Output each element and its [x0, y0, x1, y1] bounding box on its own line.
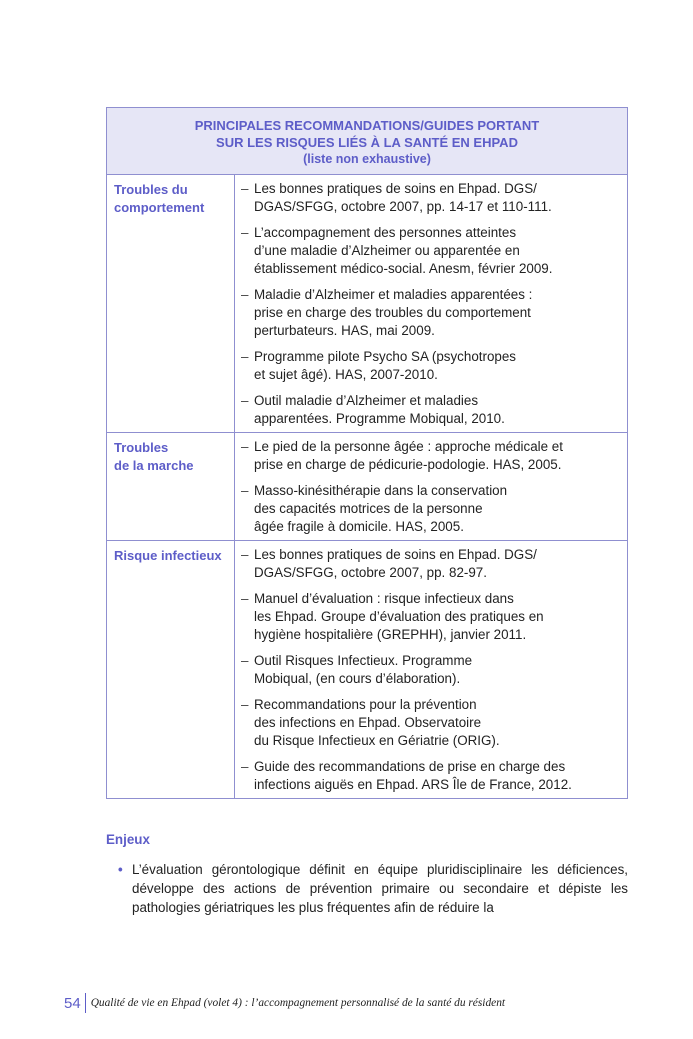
list-item-line: du Risque Infectieux en Gériatrie (ORIG).: [254, 733, 500, 748]
footer-title: Qualité de vie en Ehpad (volet 4) : l’accompagnement personnalisé de la santé du résident: [90, 997, 506, 1009]
list-item-line: apparentées. Programme Mobiqual, 2010.: [254, 411, 505, 426]
table-header: [107, 108, 627, 175]
list-item-line: Les bonnes pratiques de soins en Ehpad. DGS/: [254, 547, 537, 562]
list-item-line: prise en charge des troubles du comportement: [254, 305, 531, 320]
row-category: [107, 175, 235, 432]
category-label-line: de la marche: [114, 458, 194, 473]
list-item-line: hygiène hospitalière (GREPHH), janvier 2011.: [254, 627, 527, 642]
category-label-line: comportement: [114, 200, 205, 215]
list-item-line: des infections en Ehpad. Observatoire: [254, 715, 482, 730]
list-item-line: Recommandations pour la prévention: [254, 697, 477, 712]
list-item: [241, 180, 621, 216]
page-footer: [64, 993, 505, 1013]
list-item: [241, 392, 621, 428]
list-item: [241, 224, 621, 278]
row-items: [235, 433, 627, 540]
table-body: [107, 175, 627, 798]
list-item-line: Masso-kinésithérapie dans la conservation: [254, 483, 508, 498]
list-item: [241, 696, 621, 750]
page-number: 54: [64, 994, 81, 1012]
bullet-icon: •: [118, 862, 123, 877]
list-item-line: Mobiqual, (en cours d’élaboration).: [254, 671, 461, 686]
list-item-line: Programme pilote Psycho SA (psychotropes: [254, 349, 516, 364]
list-item: [241, 438, 621, 474]
row-items: [235, 175, 627, 432]
list-item-line: âgée fragile à domicile. HAS, 2005.: [254, 519, 464, 534]
table-title-line-1: PRINCIPALES RECOMMANDATIONS/GUIDES PORTANT: [194, 118, 540, 133]
list-item-line: Outil maladie d’Alzheimer et maladies: [254, 393, 479, 408]
list-item-line: d’une maladie d’Alzheimer ou apparentée en: [254, 243, 520, 258]
list-item: [241, 652, 621, 688]
dash-bullet-icon: –: [241, 697, 249, 712]
list-item: [241, 482, 621, 536]
list-item-line: et sujet âgé). HAS, 2007-2010.: [254, 367, 438, 382]
list-item-line: DGAS/SFGG, octobre 2007, pp. 14-17 et 110-111.: [254, 199, 552, 214]
table-title-line-2: SUR LES RISQUES LIÉS À LA SANTÉ EN EHPAD: [216, 135, 518, 150]
table-subtitle: (liste non exhaustive): [303, 152, 431, 166]
enjeux-bullet-paragraph: [118, 860, 628, 917]
list-item-line: DGAS/SFGG, octobre 2007, pp. 82-97.: [254, 565, 487, 580]
list-item-line: L’accompagnement des personnes atteintes: [254, 225, 517, 240]
dash-bullet-icon: –: [241, 349, 249, 364]
list-item-line: Guide des recommandations de prise en charge des: [254, 759, 566, 774]
dash-bullet-icon: –: [241, 287, 249, 302]
list-item: [241, 546, 621, 582]
category-label-line: Troubles: [114, 440, 169, 455]
category-label-line: Troubles du: [114, 182, 188, 197]
row-items: [235, 541, 627, 798]
dash-bullet-icon: –: [241, 591, 249, 606]
enjeux-text: L’évaluation gérontologique définit en équipe pluridisciplinaire les déficiences, développe des actions de prévention primaire ou secondaire et dépiste les pathologies gériatriques les plus fréquentes afin de réduire la: [132, 862, 628, 915]
list-item: [241, 590, 621, 644]
category-label-line: Risque infectieux: [114, 548, 222, 563]
table-row: [107, 433, 627, 541]
table-row: [107, 541, 627, 798]
list-item-line: Maladie d’Alzheimer et maladies apparentées :: [254, 287, 533, 302]
dash-bullet-icon: –: [241, 439, 249, 454]
list-item-line: établissement médico-social. Anesm, février 2009.: [254, 261, 553, 276]
section-heading-enjeux: Enjeux: [106, 832, 150, 847]
row-category: [107, 433, 235, 540]
list-item-line: Les bonnes pratiques de soins en Ehpad. DGS/: [254, 181, 537, 196]
list-item-line: Manuel d’évaluation : risque infectieux dans: [254, 591, 514, 606]
list-item-line: des capacités motrices de la personne: [254, 501, 483, 516]
list-item: [241, 286, 621, 340]
dash-bullet-icon: –: [241, 483, 249, 498]
recommendations-table: [106, 107, 628, 799]
dash-bullet-icon: –: [241, 393, 249, 408]
footer-divider: [85, 993, 86, 1013]
dash-bullet-icon: –: [241, 759, 249, 774]
list-item: [241, 348, 621, 384]
table-row: [107, 175, 627, 433]
dash-bullet-icon: –: [241, 653, 249, 668]
list-item-line: perturbateurs. HAS, mai 2009.: [254, 323, 435, 338]
row-category: [107, 541, 235, 798]
list-item-line: infections aiguës en Ehpad. ARS Île de France, 2012.: [254, 777, 572, 792]
list-item-line: prise en charge de pédicurie-podologie. HAS, 2005.: [254, 457, 562, 472]
dash-bullet-icon: –: [241, 547, 249, 562]
list-item-line: les Ehpad. Groupe d’évaluation des pratiques en: [254, 609, 544, 624]
dash-bullet-icon: –: [241, 181, 249, 196]
list-item: [241, 758, 621, 794]
dash-bullet-icon: –: [241, 225, 249, 240]
list-item-line: Le pied de la personne âgée : approche médicale et: [254, 439, 563, 454]
list-item-line: Outil Risques Infectieux. Programme: [254, 653, 473, 668]
